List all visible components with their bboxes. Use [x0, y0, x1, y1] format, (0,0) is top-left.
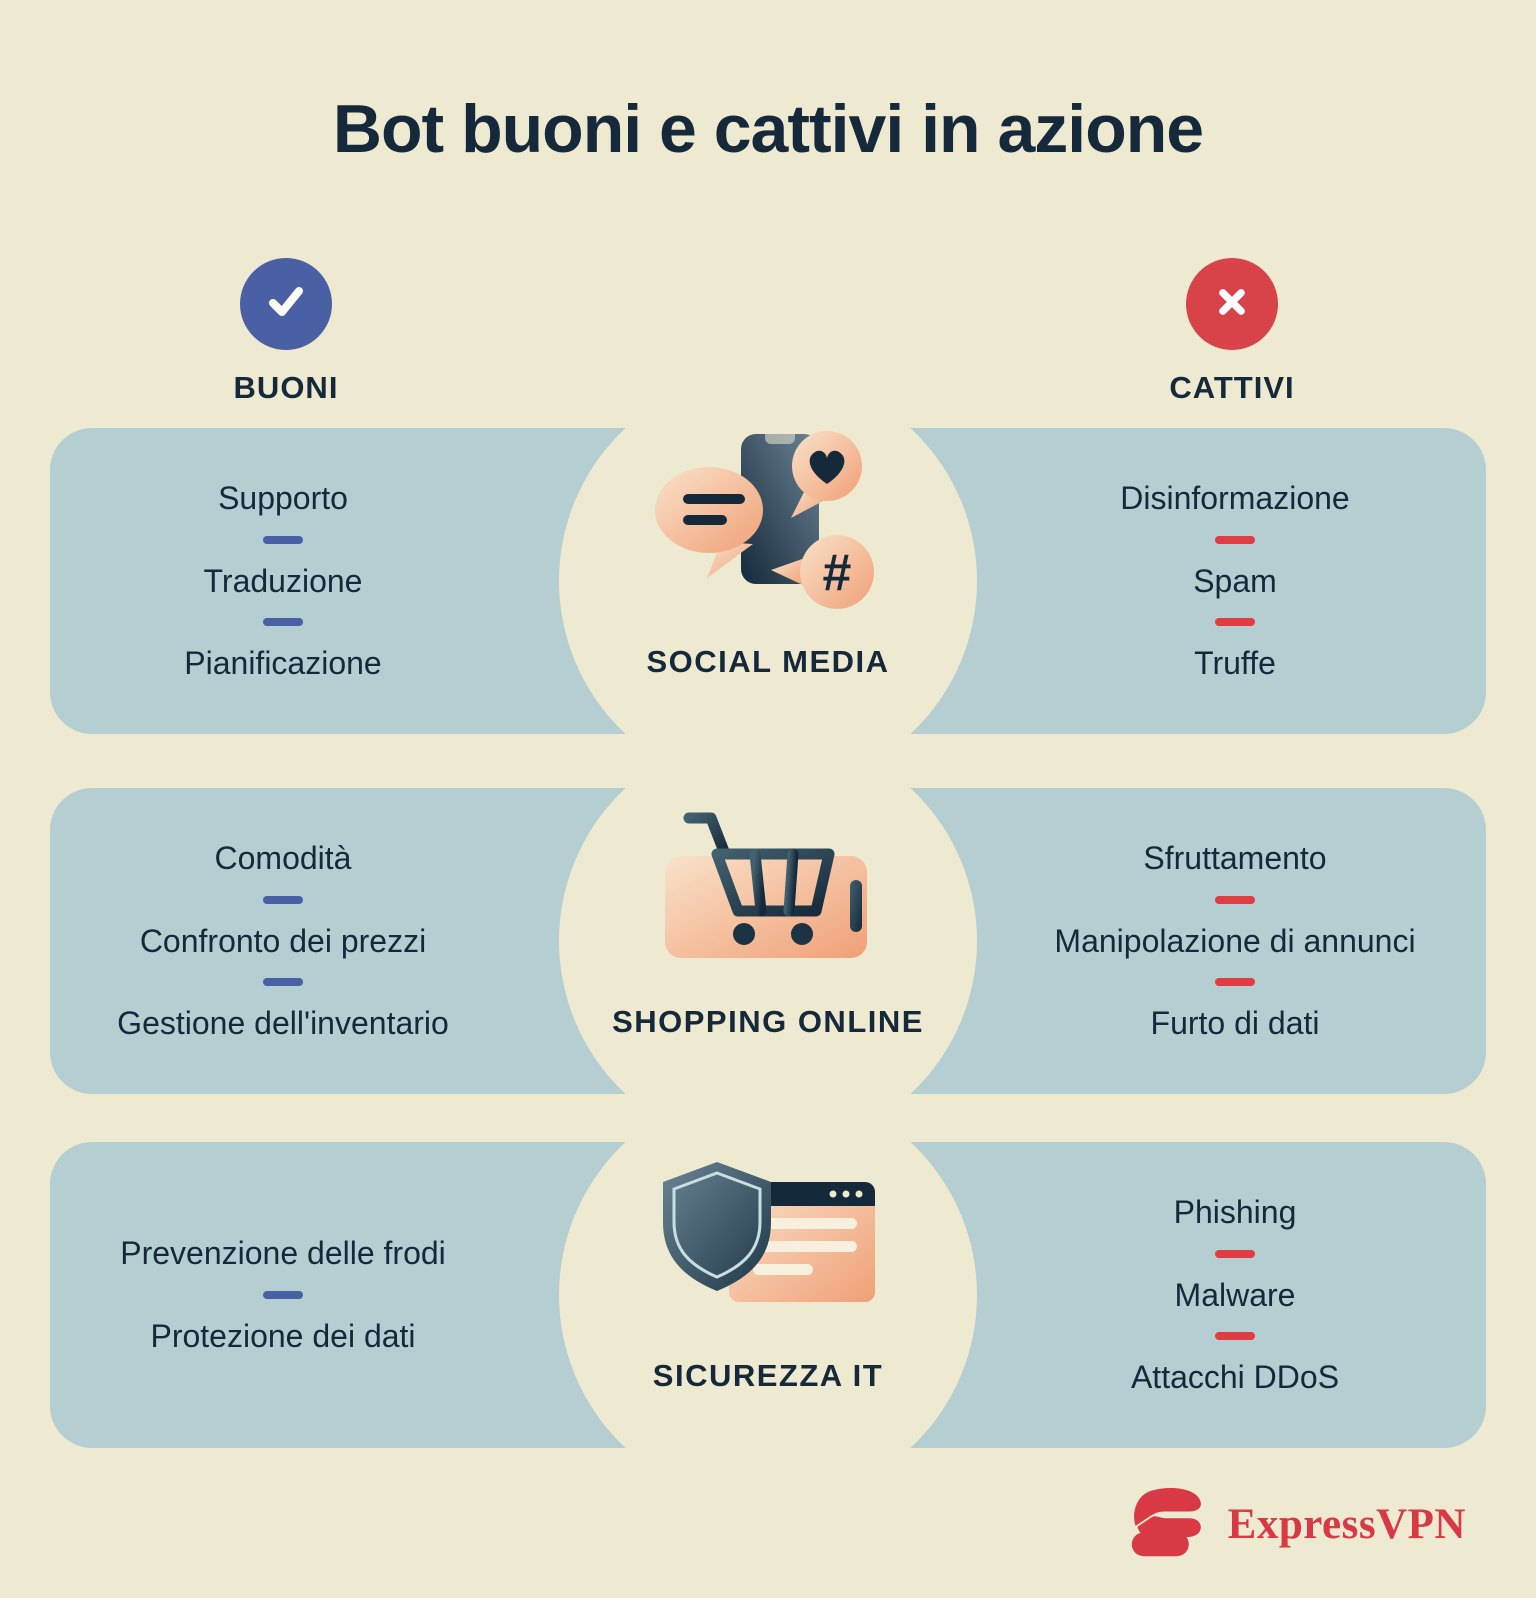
category-label: SHOPPING ONLINE: [612, 1004, 924, 1039]
list-item: Manipolazione di annunci: [1054, 922, 1416, 959]
list-item: Comodità: [214, 839, 352, 876]
list-item: Truffe: [1194, 645, 1276, 682]
bad-list: [1005, 1142, 1465, 1448]
divider-dash: [1215, 1250, 1255, 1258]
list-item: Prevenzione delle frodi: [120, 1235, 446, 1272]
list-item: Sfruttamento: [1143, 839, 1327, 876]
expressvpn-logo-icon: [1128, 1486, 1204, 1563]
x-icon: [1210, 280, 1254, 329]
divider-dash: [263, 618, 303, 626]
bad-list: [1005, 788, 1465, 1094]
x-badge: [1186, 258, 1278, 350]
list-item: Gestione dell'inventario: [117, 1005, 449, 1042]
good-column-header: [166, 258, 406, 406]
divider-dash: [1215, 618, 1255, 626]
good-list: [50, 428, 516, 734]
divider-dash: [263, 536, 303, 544]
row-sicurezza-it: [50, 1142, 1486, 1448]
list-item: Furto di dati: [1150, 1005, 1320, 1042]
hashtag-icon: #: [822, 544, 852, 602]
page-title: Bot buoni e cattivi in azione: [332, 91, 1204, 167]
row-social-media: [50, 428, 1486, 734]
divider-dash: [263, 978, 303, 986]
list-item: Spam: [1193, 562, 1277, 599]
list-item: Pianificazione: [184, 645, 382, 682]
category-circle: [559, 372, 977, 790]
good-list: [50, 788, 516, 1094]
good-column-label: BUONI: [233, 370, 339, 405]
social-media-icon: [652, 422, 884, 634]
list-item: Disinformazione: [1120, 479, 1350, 516]
list-item: Traduzione: [203, 562, 363, 599]
divider-dash: [1215, 1332, 1255, 1340]
category-label: SICUREZZA IT: [652, 1358, 884, 1393]
category-label: SOCIAL MEDIA: [646, 644, 890, 679]
bad-column-header: [1112, 258, 1352, 406]
list-item: Malware: [1174, 1276, 1296, 1313]
shopping-cart-icon: [652, 782, 884, 994]
bad-column-label: CATTIVI: [1169, 370, 1295, 405]
brand-wordmark: ExpressVPN: [1227, 1501, 1466, 1548]
bad-list: [1005, 428, 1465, 734]
good-list: [50, 1142, 516, 1448]
divider-dash: [1215, 978, 1255, 986]
divider-dash: [1215, 896, 1255, 904]
list-item: Phishing: [1173, 1193, 1297, 1230]
shield-browser-icon: [652, 1136, 884, 1348]
list-item: Confronto dei prezzi: [139, 922, 427, 959]
check-badge: [240, 258, 332, 350]
divider-dash: [1215, 536, 1255, 544]
list-item: Supporto: [218, 479, 348, 516]
divider-dash: [263, 1291, 303, 1299]
list-item: Protezione dei dati: [150, 1318, 416, 1354]
check-icon: [262, 278, 310, 331]
list-item: Attacchi DDoS: [1130, 1359, 1340, 1396]
divider-dash: [263, 896, 303, 904]
row-shopping-online: [50, 788, 1486, 1094]
brand-footer: [1128, 1486, 1466, 1563]
category-circle: [559, 1086, 977, 1504]
